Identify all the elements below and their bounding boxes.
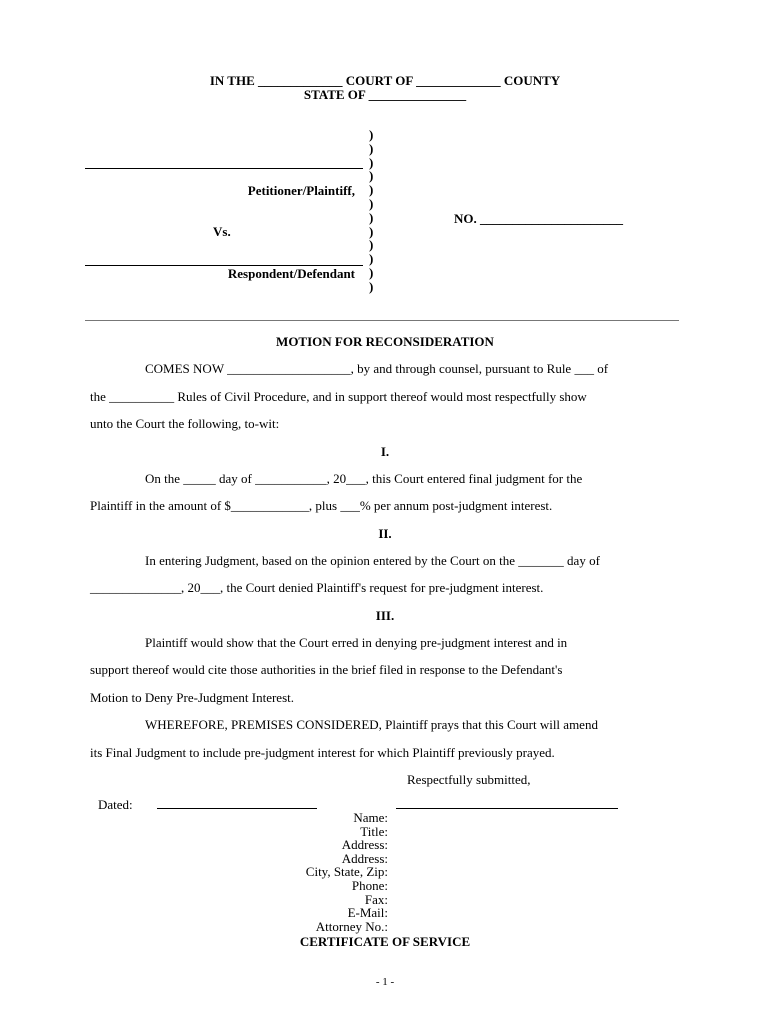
- field-address-label: Address:: [341, 837, 388, 853]
- paren: ): [369, 209, 374, 225]
- field-name-label: Name:: [353, 810, 388, 825]
- field-city-state-zip-label: City, State, Zip:: [305, 864, 388, 880]
- document-title: MOTION FOR RECONSIDERATION: [276, 334, 494, 349]
- section-3-line-1: Plaintiff would show that the Court erred in denying pre-judgment interest and in: [145, 635, 568, 650]
- petitioner-label: Petitioner/Plaintiff,: [247, 183, 355, 198]
- respondent-label: Respondent/Defendant: [227, 266, 355, 281]
- section-2-line-1: In entering Judgment, based on the opinion entered by the Court on the _______ day of: [145, 553, 600, 568]
- field-fax-label: Fax:: [364, 891, 388, 907]
- section-numeral: III.: [375, 608, 395, 623]
- paren: ): [369, 140, 374, 156]
- caption-paren-column: [369, 128, 373, 294]
- caption-divider: [85, 320, 679, 321]
- certificate-title: CERTIFICATE OF SERVICE: [299, 934, 471, 949]
- section-numeral: I.: [380, 444, 390, 459]
- field-email-label: E-Mail:: [347, 905, 388, 921]
- respectfully-submitted: Respectfully submitted,: [407, 772, 531, 787]
- paren: ): [369, 278, 374, 294]
- paren: ): [369, 127, 374, 142]
- signature-line: [396, 808, 618, 809]
- page-number: - 1 -: [375, 976, 395, 988]
- paren: ): [369, 195, 374, 211]
- field-title-label: Title:: [360, 823, 388, 839]
- section-1-line-1: On the _____ day of ___________, 20___, this Court entered final judgment for the: [145, 471, 583, 486]
- section-2-line-2: ______________, 20___, the Court denied Plaintiff's request for pre-judgment interest.: [90, 580, 544, 595]
- field-address-label: Address:: [341, 850, 388, 866]
- signature-fields: [306, 811, 388, 933]
- case-number: NO. ______________________: [454, 211, 623, 226]
- paren: ): [369, 223, 374, 239]
- paren: ): [369, 264, 374, 280]
- paren: ): [369, 168, 374, 184]
- petitioner-name-line: [85, 168, 363, 169]
- paren: ): [369, 251, 374, 267]
- intro-line-2: the __________ Rules of Civil Procedure, and in support thereof would most respectfully show: [90, 389, 587, 404]
- intro-line-3: unto the Court the following, to-wit:: [90, 416, 280, 431]
- dated-label: Dated:: [98, 797, 133, 812]
- paren: ): [369, 154, 374, 170]
- vs-label: Vs.: [213, 224, 231, 239]
- caption-line-2: STATE OF _______________: [303, 87, 467, 102]
- paren: ): [369, 182, 374, 198]
- section-numeral: II.: [378, 526, 392, 541]
- section-1-line-2: Plaintiff in the amount of $____________, plus ___% per annum post-judgment interest.: [90, 498, 553, 513]
- field-phone-label: Phone:: [351, 877, 388, 893]
- date-line: [157, 808, 317, 809]
- caption-line-1: IN THE _____________ COURT OF _____________ COUNTY: [209, 73, 561, 88]
- wherefore-line-1: WHEREFORE, PREMISES CONSIDERED, Plaintiff prays that this Court will amend: [145, 717, 598, 732]
- intro-line-1: COMES NOW ___________________, by and through counsel, pursuant to Rule ___ of: [145, 361, 609, 376]
- section-3-line-3: Motion to Deny Pre-Judgment Interest.: [90, 690, 294, 705]
- paren: ): [369, 237, 374, 253]
- field-attorney-no-label: Attorney No.:: [315, 918, 388, 934]
- wherefore-line-2: its Final Judgment to include pre-judgment interest for which Plaintiff previously prayed.: [90, 745, 555, 760]
- section-3-line-2: support thereof would cite those authorities in the brief filed in response to the Defendant's: [90, 662, 563, 677]
